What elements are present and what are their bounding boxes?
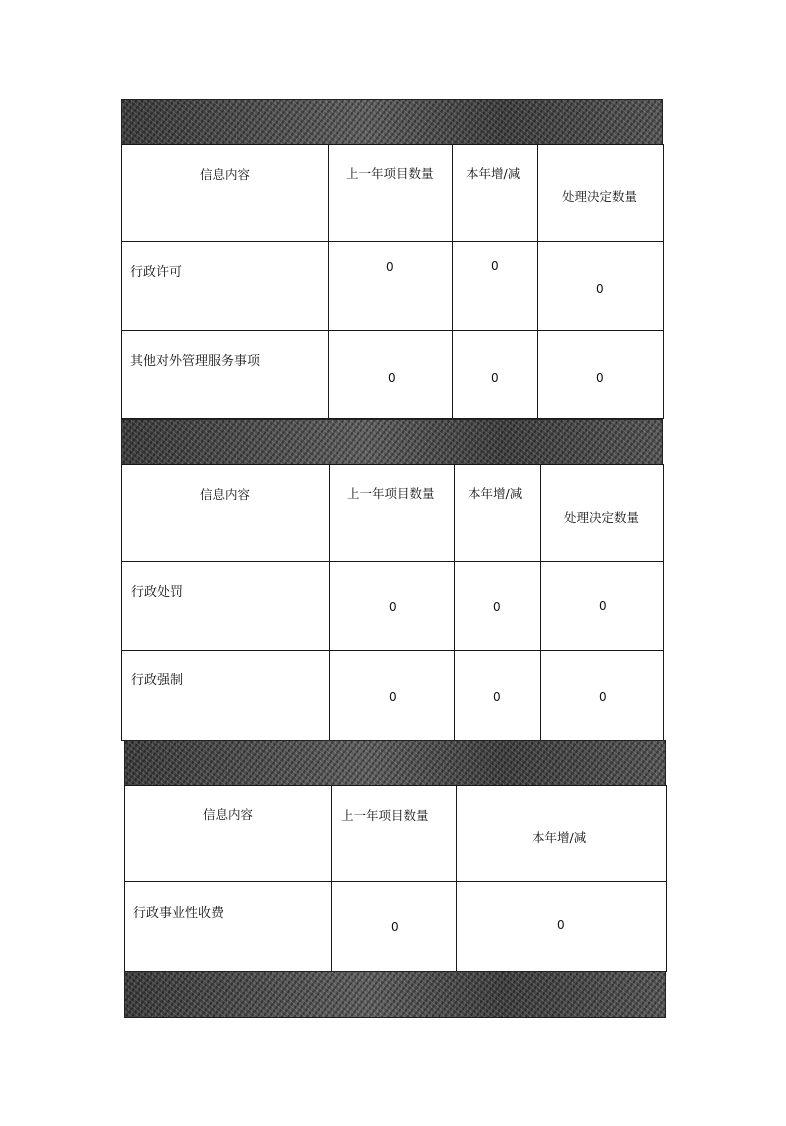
row-label: 行政许可 [130, 265, 183, 280]
table-row [125, 882, 667, 972]
header-info-content: 信息内容 [200, 487, 251, 502]
header-cell [122, 145, 329, 242]
decisions-value: 0 [599, 599, 607, 613]
header-decisions: 处理决定数量 [564, 510, 640, 525]
prev-count-value: 0 [391, 920, 399, 934]
value-cell [453, 331, 538, 419]
row-label-cell [125, 882, 332, 972]
header-cell [538, 145, 664, 242]
header-prev-count: 上一年项目数量 [347, 486, 435, 501]
prev-count-value: 0 [389, 600, 397, 614]
header-decisions: 处理决定数量 [562, 189, 638, 204]
decisions-value: 0 [599, 690, 607, 704]
header-prev-count: 上一年项目数量 [341, 808, 429, 823]
header-cell [453, 145, 538, 242]
header-cell [330, 465, 455, 562]
row-label-cell [122, 651, 330, 741]
decisions-value: 0 [596, 371, 604, 385]
header-cell [455, 465, 541, 562]
value-cell [541, 562, 664, 651]
row-label: 其他对外管理服务事项 [130, 354, 261, 369]
prev-count-value: 0 [386, 260, 394, 274]
value-cell [457, 882, 667, 972]
table-section-2 [121, 464, 664, 741]
header-cell [122, 465, 330, 562]
table-section-1 [121, 144, 664, 419]
table-row [122, 562, 664, 651]
table-row [122, 331, 664, 419]
value-cell [332, 882, 457, 972]
header-info-content: 信息内容 [203, 807, 254, 822]
value-cell [455, 562, 541, 651]
change-value: 0 [493, 600, 501, 614]
prev-count-value: 0 [389, 690, 397, 704]
row-label-cell [122, 562, 330, 651]
header-cell [541, 465, 664, 562]
prev-count-value: 0 [388, 371, 396, 385]
header-prev-count: 上一年项目数量 [346, 166, 434, 181]
value-cell [329, 242, 453, 331]
header-cell [329, 145, 453, 242]
value-cell [329, 331, 453, 419]
decisions-value: 0 [596, 282, 604, 296]
header-cell [457, 786, 667, 882]
header-cell [125, 786, 332, 882]
row-label-cell [122, 331, 329, 419]
row-label: 行政处罚 [131, 585, 184, 600]
change-value: 0 [491, 259, 499, 273]
value-cell [330, 651, 455, 741]
table-header-row [125, 786, 667, 882]
header-info-content: 信息内容 [200, 167, 251, 182]
change-value: 0 [491, 371, 499, 385]
table-header-row [122, 145, 664, 242]
table-section-3 [124, 785, 667, 972]
value-cell [538, 242, 664, 331]
value-cell [330, 562, 455, 651]
value-cell [453, 242, 538, 331]
change-value: 0 [493, 690, 501, 704]
row-label-cell [122, 242, 329, 331]
value-cell [455, 651, 541, 741]
redacted-section-footer [124, 971, 666, 1018]
row-label: 行政强制 [131, 673, 184, 688]
table-header-row [122, 465, 664, 562]
row-label: 行政事业性收费 [133, 906, 225, 921]
redacted-section-header-1 [121, 99, 663, 145]
table-row [122, 651, 664, 741]
redacted-section-header-2 [121, 419, 663, 465]
header-cell [332, 786, 457, 882]
header-change: 本年增/减 [466, 166, 521, 181]
table-row [122, 242, 664, 331]
redacted-section-header-3 [124, 740, 666, 786]
header-change: 本年增/减 [468, 486, 523, 501]
value-cell [541, 651, 664, 741]
value-cell [538, 331, 664, 419]
header-change: 本年增/减 [532, 830, 587, 845]
change-value: 0 [557, 918, 565, 932]
